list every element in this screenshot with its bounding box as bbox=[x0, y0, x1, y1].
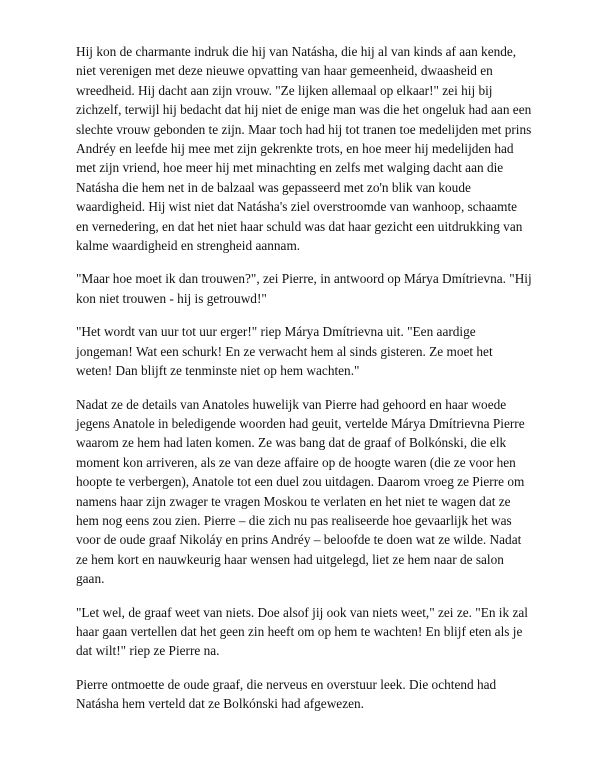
paragraph-4: Nadat ze de details van Anatoles huwelijk van Pierre had gehoord en haar woede jegens Anatole in beledigende woorden had geuit, vertelde Márya Dmítrievna Pierre waarom ze hem had laten komen. Ze was bang dat de graaf of Bolkónski, die elk moment kon arriveren, als ze van deze affaire op de hoogte waren (die ze voor hen hoopte te verbergen), Anatole tot een duel zou uitdagen. Daarom vroeg ze Pierre om namens haar zijn zwager te vragen Moskou te verlaten en het niet te wagen dat ze hem nog eens zou zien. Pierre – die zich nu pas realiseerde hoe gevaarlijk het was voor de oude graaf Nikoláy en prins Andréy – beloofde te doen wat ze wilde. Nadat ze hem kort en nauwkeurig haar wensen had uitgelegd, liet ze hem naar de salon gaan. bbox=[76, 396, 525, 587]
paragraph-6: Pierre ontmoette de oude graaf, die nerveus en overstuur leek. Die ochtend had Natásha hem verteld dat ze Bolkónski had afgewezen. bbox=[76, 676, 497, 712]
paragraph-1: Hij kon de charmante indruk die hij van Natásha, die hij al van kinds af aan kende, niet verenigen met deze nieuwe opvatting van haar gemeenheid, dwaasheid en wreedheid. Hij dacht aan zijn vrouw. "Ze lijken allemaal op elkaar!" zei hij bij zichzelf, terwijl hij bedacht dat hij niet de enige man was die het ongeluk had aan een slechte vrouw gebonden te zijn. Maar toch had hij tot tranen toe medelijden met prins Andréy en leefde hij mee met zijn gekrenkte trots, en hoe meer hij medelijden had met zijn vriend, hoe meer hij met minachting en zelfs met walging dacht aan die Natásha die hem net in de balzaal was gepasseerd met zo'n blik van koude waardigheid. Hij wist niet dat Natásha's ziel overstroomde van wanhoop, schaamte en vernedering, en dat het niet haar schuld was dat haar gezicht een uitdrukking van kalme waardigheid en strengheid aannam. bbox=[76, 44, 532, 254]
paragraph-5: "Let wel, de graaf weet van niets. Doe alsof jij ook van niets weet," zei ze. "En ik zal haar gaan vertellen dat het geen zin heeft om op hem te wachten! En blijf eten als je dat wilt!" riep ze Pierre na. bbox=[76, 604, 528, 659]
document-page bbox=[76, 42, 532, 728]
paragraph-3: "Het wordt van uur tot uur erger!" riep Márya Dmítrievna uit. "Een aardige jongeman! Wat een schurk! En ze verwacht hem al sinds gisteren. Ze moet het weten! Dan blijft ze tenminste niet op hem wachten." bbox=[76, 324, 493, 379]
paragraph-2: "Maar hoe moet ik dan trouwen?", zei Pierre, in antwoord op Márya Dmítrievna. "Hij kon niet trouwen - hij is getrouwd!" bbox=[76, 271, 532, 306]
